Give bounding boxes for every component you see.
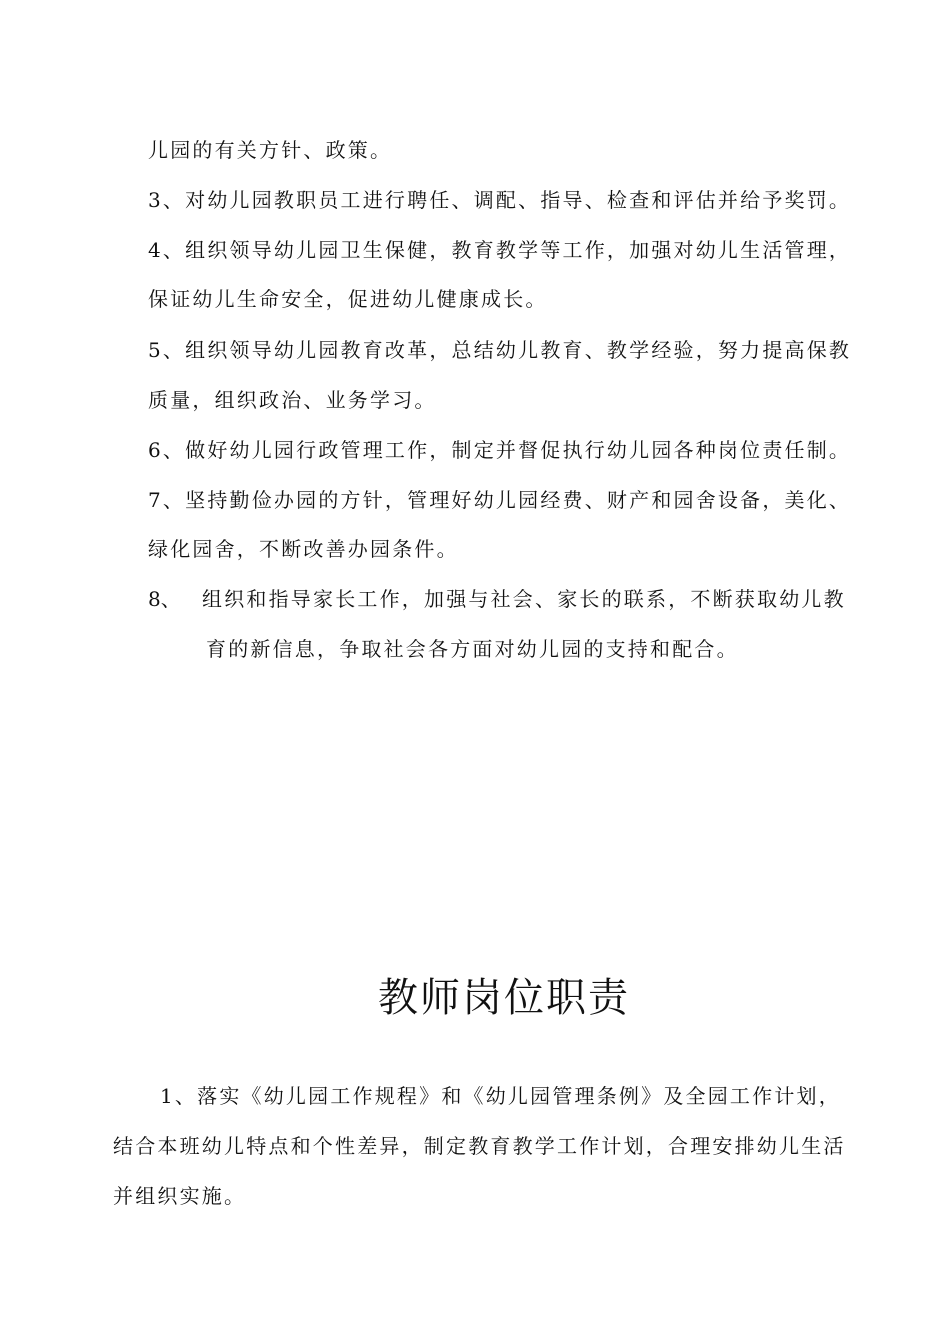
teacher-duty-line: 结合本班幼儿特点和个性差异，制定教育教学工作计划，合理安排幼儿生活 xyxy=(113,1134,846,1158)
duty-line: 6、做好幼儿园行政管理工作，制定并督促执行幼儿园各种岗位责任制。 xyxy=(148,438,852,462)
duty-line: 绿化园舍，不断改善办园条件。 xyxy=(148,537,459,561)
item-number: 8、 xyxy=(148,587,181,611)
duty-line: 保证幼儿生命安全，促进幼儿健康成长。 xyxy=(148,287,548,311)
duty-line: 4、组织领导幼儿园卫生保健，教育教学等工作，加强对幼儿生活管理， xyxy=(148,238,852,262)
duty-line: 组织和指导家长工作，加强与社会、家长的联系，不断获取幼儿教 xyxy=(202,587,846,611)
duty-line: 3、对幼儿园教职员工进行聘任、调配、指导、检查和评估并给予奖罚。 xyxy=(148,188,852,212)
duty-line: 育的新信息，争取社会各方面对幼儿园的支持和配合。 xyxy=(206,637,739,661)
teacher-duty-line: 1、落实《幼儿园工作规程》和《幼儿园管理条例》及全园工作计划， xyxy=(160,1084,841,1108)
teacher-duty-line: 并组织实施。 xyxy=(113,1184,247,1208)
duty-line: 7、坚持勤俭办园的方针，管理好幼儿园经费、财产和园舍设备，美化、 xyxy=(148,488,852,512)
duty-line: 儿园的有关方针、政策。 xyxy=(148,138,393,162)
duty-line: 质量，组织政治、业务学习。 xyxy=(148,388,437,412)
duty-line: 5、组织领导幼儿园教育改革，总结幼儿教育、教学经验，努力提高保教 xyxy=(148,338,852,362)
section-title: 教师岗位职责 xyxy=(378,975,630,1021)
